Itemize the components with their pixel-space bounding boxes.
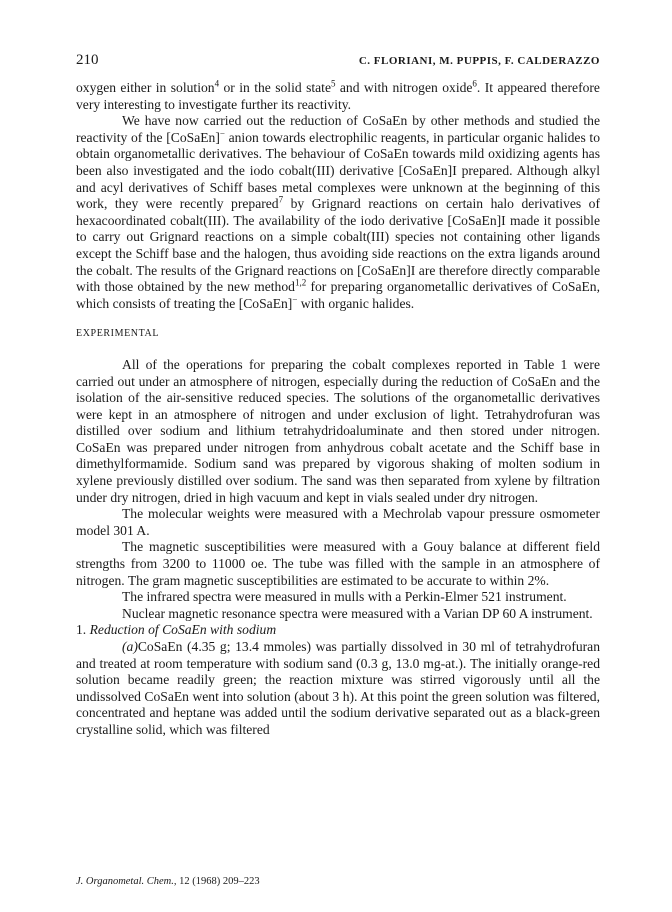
section1-paragraph-a: (a)CoSaEn (4.35 g; 13.4 mmoles) was partially dissolved in 30 ml of tetrahydrofuran and treated at room temperature with sodium sand (0.3 g, 13.0 mg-at.). The initially orange-red solution became readily green; the reaction mixture was stirred vigorously until all the undissolved CoSaEn went into solution (about 3 h). At this point the green solution was filtered, concentrated and heptane was added until the sodium derivative separated out as a black-green crystalline solid, which was filtered xyxy=(76,639,600,737)
running-head-authors: C. FLORIANI, M. PUPPIS, F. CALDERAZZO xyxy=(358,55,600,67)
reference-marker: 1,2 xyxy=(294,277,307,288)
subsection-title: Reduction of CoSaEn with sodium xyxy=(89,622,277,638)
page-number: 210 xyxy=(76,52,99,68)
reference-marker: 5 xyxy=(330,78,336,89)
article-body xyxy=(76,80,600,739)
experimental-paragraph-4: The infrared spectra were measured in mulls with a Perkin-Elmer 521 instrument. xyxy=(122,589,567,605)
reference-marker: 7 xyxy=(278,194,284,205)
journal-name: J. Organometal. Chem., xyxy=(76,876,177,887)
experimental-paragraph-1: All of the operations for preparing the cobalt complexes reported in Table 1 were carried out under an atmosphere of nitrogen, especially during the reduction of CoSaEn and the isolation of the air-sensitive reduced species. The solutions of the organometallic derivatives were kept in an atmosphere of nitrogen and under exclusion of light. Tetrahydrofuran was distilled over sodium and lithium tetrahydridoaluminate and then stored under nitrogen. CoSaEn was prepared under nitrogen from anhydrous cobalt acetate and the Schiff base in dimethylformamide. Sodium sand was prepared by vigorous shaking of molten sodium in xylene previously distilled over sodium. The sand was then separated from xylene by filtration under dry nitrogen, dried in high vacuum and kept in vials sealed under dry nitrogen. xyxy=(76,356,600,505)
item-label: (a) xyxy=(122,639,138,654)
section-heading-experimental: EXPERIMENTAL xyxy=(76,328,160,340)
intro-paragraph-2: We have now carried out the reduction of CoSaEn by other methods and studied the reactivity of the [CoSaEn]− anion towards electrophilic reagents, in particular organic halides to obtain organometallic derivatives. The behaviour of CoSaEn towards mild oxidizing agents has been also investigated and the iodo cobalt(III) derivative [CoSaEn]I prepared. Although alkyl and acyl derivatives of Schiff bases metal complexes were unknown at the beginning of this work, they were recently prepared$^7$ by Grignard reactions on certain halo derivatives of hexacoordinated cobalt(III). The availability of the iodo derivative [CoSaEn]I made it possible to carry out Grignard reactions on a simple cobalt(III) species not containing other ligands except the Schiff base and the halogen, thus avoiding side reactions on the extra ligands around the cobalt. The results of the Grignard reactions on [CoSaEn]I are therefore directly comparable with those obtained by the new method$^{1,2}$ for preparing organometallic derivatives of CoSaEn, which consists of treating the [CoSaEn]− with organic halides. xyxy=(76,113,600,311)
reference-marker: 6 xyxy=(472,78,477,89)
charge-superscript: − xyxy=(292,294,298,305)
reference-marker: 4 xyxy=(214,78,220,89)
experimental-paragraph-3: The magnetic susceptibilities were measured with a Gouy balance at different field strengths from 3200 to 11000 oe. The tube was filled with the sample in an atmosphere of nitrogen. The gram magnetic susceptibilities are estimated to be accurate to within 2%. xyxy=(76,539,600,588)
subsection-heading-1: 1. Reduction of CoSaEn with sodium xyxy=(76,622,277,638)
intro-paragraph-1: oxygen either in solution$^4$ or in the solid state$^5$ and with nitrogen oxide$^6$. It appeared therefore very interesting to investigate further its reactivity. xyxy=(76,78,600,112)
charge-superscript: − xyxy=(219,128,225,139)
page-header xyxy=(76,52,600,69)
experimental-paragraph-2: The molecular weights were measured with a Mechrolab vapour pressure osmometer model 301 A. xyxy=(76,506,600,538)
journal-citation: 12 (1968) 209–223 xyxy=(179,876,260,887)
experimental-paragraph-5: Nuclear magnetic resonance spectra were measured with a Varian DP 60 A instrument. xyxy=(122,605,593,621)
page-footer-citation xyxy=(76,876,260,887)
